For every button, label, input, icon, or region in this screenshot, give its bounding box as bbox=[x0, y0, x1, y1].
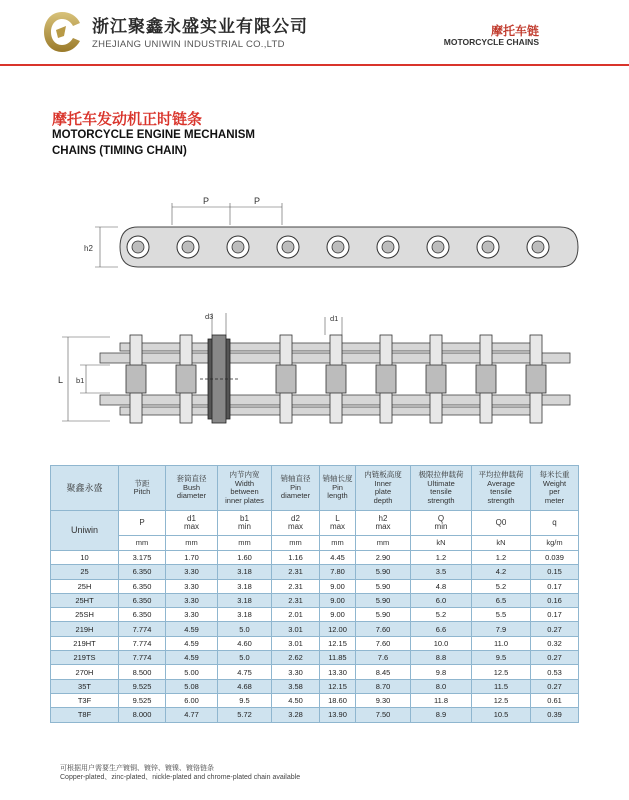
table-cell: 6.350 bbox=[119, 565, 166, 579]
table-cell: 5.2 bbox=[411, 608, 472, 622]
table-cell: 4.68 bbox=[218, 679, 272, 693]
footnote-en: Copper-plated、zinc-plated、nickle-plated and chrome-plated chain available bbox=[60, 774, 301, 781]
column-symbol: h2 bbox=[378, 513, 388, 523]
column-header-en: strength bbox=[427, 495, 455, 505]
chain-model-cell: 10 bbox=[51, 551, 119, 565]
column-unit-3: mm bbox=[272, 536, 320, 551]
table-cell: 9.30 bbox=[356, 693, 411, 707]
table-cell: 2.31 bbox=[272, 565, 320, 579]
table-cell: 8.000 bbox=[119, 708, 166, 722]
column-header-en: Ultimate bbox=[427, 478, 455, 488]
table-cell: 9.00 bbox=[320, 593, 356, 607]
header-divider bbox=[0, 64, 629, 66]
table-cell: 7.774 bbox=[119, 636, 166, 650]
page-title-cn: 摩托车发动机正时链条 bbox=[52, 111, 203, 128]
table-cell: 0.27 bbox=[531, 622, 579, 636]
column-symbol: P bbox=[139, 517, 145, 527]
dim-label-h2: h2 bbox=[84, 244, 93, 253]
table-cell: 4.77 bbox=[166, 708, 218, 722]
table-cell: 9.00 bbox=[320, 608, 356, 622]
table-row bbox=[51, 651, 579, 665]
table-cell: 12.00 bbox=[320, 622, 356, 636]
column-unit-5: mm bbox=[356, 536, 411, 551]
table-cell: 4.50 bbox=[272, 693, 320, 707]
table-cell: 3.58 bbox=[272, 679, 320, 693]
table-cell: 3.18 bbox=[218, 565, 272, 579]
column-header-cn: 每米长重 bbox=[539, 470, 570, 479]
table-cell: 4.45 bbox=[320, 551, 356, 565]
table-cell: 11.85 bbox=[320, 651, 356, 665]
table-cell: 7.60 bbox=[356, 622, 411, 636]
chain-model-cell: 270H bbox=[51, 665, 119, 679]
table-cell: 13.30 bbox=[320, 665, 356, 679]
table-cell: 3.30 bbox=[166, 608, 218, 622]
table-cell: 6.350 bbox=[119, 593, 166, 607]
column-symbol: b1 bbox=[240, 513, 249, 523]
table-cell: 7.60 bbox=[356, 636, 411, 650]
column-header-cn: 极限拉伸载荷 bbox=[418, 470, 464, 479]
chain-model-cell: 25HT bbox=[51, 593, 119, 607]
spec-table-grid bbox=[50, 465, 579, 723]
table-cell: 5.00 bbox=[166, 665, 218, 679]
column-qualifier: max bbox=[183, 522, 200, 531]
column-header-5 bbox=[356, 466, 411, 511]
column-unit-7: kN bbox=[472, 536, 531, 551]
column-header-en: plate bbox=[374, 487, 392, 496]
table-row bbox=[51, 636, 579, 650]
table-cell: 4.59 bbox=[166, 622, 218, 636]
dim-label-b1: b1 bbox=[76, 376, 85, 385]
column-qualifier: min bbox=[434, 522, 448, 531]
table-cell: 6.00 bbox=[166, 693, 218, 707]
table-cell: 2.90 bbox=[356, 551, 411, 565]
chain-model-cell: 219HT bbox=[51, 636, 119, 650]
table-cell: 3.5 bbox=[411, 565, 472, 579]
chain-diagram bbox=[40, 185, 600, 435]
chain-model-cell: T8F bbox=[51, 708, 119, 722]
table-cell: 4.59 bbox=[166, 636, 218, 650]
column-header-en: tensile bbox=[490, 487, 512, 496]
column-symbol-2 bbox=[218, 511, 272, 536]
table-cell: 4.75 bbox=[218, 665, 272, 679]
column-symbol-4 bbox=[320, 511, 356, 536]
table-cell: 11.0 bbox=[472, 636, 531, 650]
company-name-en: ZHEJIANG UNIWIN INDUSTRIAL CO.,LTD bbox=[92, 39, 285, 50]
table-row bbox=[51, 622, 579, 636]
table-cell: 10.5 bbox=[472, 708, 531, 722]
table-cell: 1.60 bbox=[218, 551, 272, 565]
column-header-cn: 套筒直径 bbox=[176, 474, 207, 484]
table-cell: 8.45 bbox=[356, 665, 411, 679]
table-cell: 9.00 bbox=[320, 579, 356, 593]
table-cell: 3.30 bbox=[166, 565, 218, 579]
column-qualifier: min bbox=[238, 522, 251, 531]
column-header-1 bbox=[166, 466, 218, 511]
dim-label-l: L bbox=[58, 375, 64, 385]
column-header-cn: 内节内宽 bbox=[229, 470, 260, 479]
table-cell: 5.5 bbox=[472, 608, 531, 622]
table-cell: 7.9 bbox=[472, 622, 531, 636]
column-header-en: Inner bbox=[374, 478, 392, 488]
table-cell: 10.0 bbox=[411, 636, 472, 650]
table-cell: 8.70 bbox=[356, 679, 411, 693]
table-row bbox=[51, 679, 579, 693]
column-header-en: Weight bbox=[542, 478, 567, 488]
page-header bbox=[0, 0, 629, 66]
table-cell: 3.18 bbox=[218, 593, 272, 607]
column-symbol-5 bbox=[356, 511, 411, 536]
table-cell: 3.30 bbox=[166, 593, 218, 607]
table-cell: 5.90 bbox=[356, 608, 411, 622]
table-cell: 0.27 bbox=[531, 651, 579, 665]
table-cell: 7.80 bbox=[320, 565, 356, 579]
table-cell: 5.90 bbox=[356, 565, 411, 579]
table-cell: 9.8 bbox=[411, 665, 472, 679]
table-cell: 3.18 bbox=[218, 608, 272, 622]
dim-label-p-1: P bbox=[203, 196, 210, 206]
column-header-cn: 平均拉伸载荷 bbox=[478, 470, 524, 479]
table-cell: 0.61 bbox=[531, 693, 579, 707]
table-cell: 8.0 bbox=[411, 679, 472, 693]
column-header-en: tensile bbox=[430, 487, 452, 496]
table-cell: 12.15 bbox=[320, 679, 356, 693]
table-cell: 1.16 bbox=[272, 551, 320, 565]
column-header-en: per bbox=[549, 487, 560, 496]
table-cell: 3.175 bbox=[119, 551, 166, 565]
table-cell: 13.90 bbox=[320, 708, 356, 722]
table-cell: 5.0 bbox=[218, 651, 272, 665]
table-row bbox=[51, 565, 579, 579]
table-cell: 12.5 bbox=[472, 693, 531, 707]
column-qualifier: max bbox=[375, 522, 391, 531]
table-cell: 1.2 bbox=[411, 551, 472, 565]
column-header-en: between bbox=[230, 487, 259, 496]
page-title-en-line1: MOTORCYCLE ENGINE MECHANISM bbox=[52, 129, 255, 141]
column-unit-6: kN bbox=[411, 536, 472, 551]
table-cell: 11.8 bbox=[411, 693, 472, 707]
column-symbol-0 bbox=[119, 511, 166, 536]
brand-header-cn: 聚鑫永盛 bbox=[51, 466, 119, 511]
column-qualifier: max bbox=[329, 522, 346, 531]
table-cell: 3.01 bbox=[272, 636, 320, 650]
table-row bbox=[51, 665, 579, 679]
table-cell: 12.5 bbox=[472, 665, 531, 679]
table-cell: 11.5 bbox=[472, 679, 531, 693]
footnote-cn: 可根据用户需要生产镀铜、镀锌、镀镍、镀铬链条 bbox=[60, 765, 214, 772]
table-row bbox=[51, 579, 579, 593]
column-header-0 bbox=[119, 466, 166, 511]
column-symbol-1 bbox=[166, 511, 218, 536]
spec-table bbox=[50, 465, 578, 735]
table-cell: 5.08 bbox=[166, 679, 218, 693]
table-cell: 5.90 bbox=[356, 579, 411, 593]
dim-label-d1: d1 bbox=[330, 314, 339, 323]
page-title-en bbox=[52, 127, 255, 159]
table-row bbox=[51, 693, 579, 707]
column-header-en: Width bbox=[234, 478, 255, 488]
table-cell: 1.70 bbox=[166, 551, 218, 565]
company-logo-icon bbox=[40, 8, 84, 56]
column-symbol: d1 bbox=[187, 513, 196, 523]
chain-model-cell: 25SH bbox=[51, 608, 119, 622]
table-cell: 5.72 bbox=[218, 708, 272, 722]
table-cell: 6.350 bbox=[119, 608, 166, 622]
table-cell: 6.0 bbox=[411, 593, 472, 607]
column-header-en: Bush bbox=[182, 482, 201, 492]
page-title-en-line2: CHAINS (TIMING CHAIN) bbox=[52, 145, 187, 157]
table-cell: 5.2 bbox=[472, 579, 531, 593]
table-cell: 7.774 bbox=[119, 651, 166, 665]
brand-header-en: Uniwin bbox=[51, 511, 119, 551]
table-cell: 0.17 bbox=[531, 579, 579, 593]
column-header-en: Pitch bbox=[133, 487, 151, 496]
table-cell: 7.50 bbox=[356, 708, 411, 722]
table-cell: 12.15 bbox=[320, 636, 356, 650]
column-symbol: L bbox=[335, 513, 340, 523]
table-row bbox=[51, 608, 579, 622]
table-cell: 5.90 bbox=[356, 593, 411, 607]
column-symbol-6 bbox=[411, 511, 472, 536]
table-cell: 9.525 bbox=[119, 693, 166, 707]
table-cell: 9.5 bbox=[472, 651, 531, 665]
table-cell: 0.39 bbox=[531, 708, 579, 722]
table-cell: 8.500 bbox=[119, 665, 166, 679]
table-cell: 0.53 bbox=[531, 665, 579, 679]
table-cell: 5.0 bbox=[218, 622, 272, 636]
table-cell: 2.31 bbox=[272, 579, 320, 593]
table-cell: 1.2 bbox=[472, 551, 531, 565]
chain-model-cell: 25 bbox=[51, 565, 119, 579]
column-symbol: q bbox=[552, 517, 557, 527]
chain-model-cell: T3F bbox=[51, 693, 119, 707]
column-symbol-8 bbox=[531, 511, 579, 536]
column-symbol: d2 bbox=[291, 513, 300, 523]
column-unit-8: kg/m bbox=[531, 536, 579, 551]
column-header-en: length bbox=[327, 491, 348, 501]
table-cell: 0.32 bbox=[531, 636, 579, 650]
column-header-cn: 节距 bbox=[134, 478, 150, 488]
chain-model-cell: 219TS bbox=[51, 651, 119, 665]
chain-side-view bbox=[84, 196, 578, 267]
column-header-3 bbox=[272, 466, 320, 511]
section-title-cn: 摩托车链 bbox=[490, 24, 539, 38]
table-cell: 3.28 bbox=[272, 708, 320, 722]
table-cell: 0.17 bbox=[531, 608, 579, 622]
table-cell: 8.8 bbox=[411, 651, 472, 665]
chain-model-cell: 25H bbox=[51, 579, 119, 593]
column-header-cn: 销轴直径 bbox=[280, 474, 311, 484]
table-cell: 4.2 bbox=[472, 565, 531, 579]
column-header-7 bbox=[472, 466, 531, 511]
table-cell: 0.15 bbox=[531, 565, 579, 579]
column-header-6 bbox=[411, 466, 472, 511]
section-title-en: MOTORCYCLE CHAINS bbox=[443, 37, 539, 47]
column-symbol-3 bbox=[272, 511, 320, 536]
table-cell: 8.9 bbox=[411, 708, 472, 722]
company-name-cn: 浙江聚鑫永盛实业有限公司 bbox=[92, 17, 308, 36]
table-cell: 4.60 bbox=[218, 636, 272, 650]
dim-label-p-2: P bbox=[254, 196, 261, 206]
table-cell: 2.62 bbox=[272, 651, 320, 665]
table-cell: 6.6 bbox=[411, 622, 472, 636]
column-unit-2: mm bbox=[218, 536, 272, 551]
column-header-en: inner plates bbox=[225, 495, 264, 505]
column-header-en: Average bbox=[487, 478, 515, 488]
table-cell: 0.27 bbox=[531, 679, 579, 693]
column-header-en: meter bbox=[544, 495, 565, 505]
column-symbol-7 bbox=[472, 511, 531, 536]
table-cell: 7.774 bbox=[119, 622, 166, 636]
table-row bbox=[51, 708, 579, 722]
table-cell: 4.8 bbox=[411, 579, 472, 593]
table-cell: 4.59 bbox=[166, 651, 218, 665]
table-row bbox=[51, 551, 579, 565]
column-header-cn: 销轴长度 bbox=[322, 474, 353, 484]
table-cell: 6.5 bbox=[472, 593, 531, 607]
table-cell: 0.039 bbox=[531, 551, 579, 565]
chain-model-cell: 35T bbox=[51, 679, 119, 693]
table-cell: 6.350 bbox=[119, 579, 166, 593]
table-cell: 2.31 bbox=[272, 593, 320, 607]
table-row bbox=[51, 593, 579, 607]
column-unit-1: mm bbox=[166, 536, 218, 551]
column-header-en: diameter bbox=[176, 491, 207, 501]
column-symbol: Q bbox=[437, 513, 445, 523]
table-cell: 3.18 bbox=[218, 579, 272, 593]
table-cell: 18.60 bbox=[320, 693, 356, 707]
table-cell: 9.5 bbox=[218, 693, 272, 707]
column-header-en: depth bbox=[373, 495, 393, 505]
column-symbol: Q0 bbox=[495, 517, 507, 527]
table-cell: 3.01 bbox=[272, 622, 320, 636]
table-cell: 3.30 bbox=[166, 579, 218, 593]
dim-label-d3: d3 bbox=[205, 312, 214, 321]
column-qualifier: max bbox=[287, 522, 304, 531]
chain-top-view bbox=[58, 312, 570, 423]
column-header-4 bbox=[320, 466, 356, 511]
column-header-8 bbox=[531, 466, 579, 511]
table-cell: 3.30 bbox=[272, 665, 320, 679]
table-cell: 9.525 bbox=[119, 679, 166, 693]
column-header-en: Pin bbox=[332, 482, 343, 492]
column-header-cn: 内链板高度 bbox=[364, 470, 402, 479]
column-header-en: Pin bbox=[290, 482, 301, 492]
table-cell: 0.16 bbox=[531, 593, 579, 607]
column-header-en: diameter bbox=[280, 491, 311, 501]
column-unit-0: mm bbox=[119, 536, 166, 551]
column-header-en: strength bbox=[487, 495, 515, 505]
table-cell: 7.6 bbox=[356, 651, 411, 665]
column-unit-4: mm bbox=[320, 536, 356, 551]
table-cell: 2.01 bbox=[272, 608, 320, 622]
column-header-2 bbox=[218, 466, 272, 511]
chain-model-cell: 219H bbox=[51, 622, 119, 636]
